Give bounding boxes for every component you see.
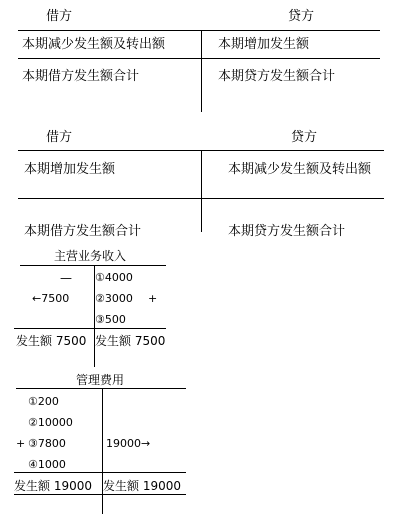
- right-row-1: 本期增加发生额: [218, 37, 310, 52]
- row-rule: [18, 198, 384, 199]
- left-entry: ←7500: [32, 292, 70, 305]
- right-total: 发生额 7500: [95, 334, 166, 348]
- left-row-2: 本期借方发生额合计: [24, 224, 142, 239]
- title-rule: [16, 388, 186, 389]
- right-row-1: 本期减少发生额及转出额: [228, 162, 372, 177]
- right-row-2: 本期贷方发生额合计: [228, 224, 346, 239]
- right-entry: 19000→: [106, 437, 151, 450]
- credit-header: 贷方: [291, 130, 318, 145]
- debit-header: 借方: [46, 9, 73, 24]
- entry-3: ③500: [95, 313, 126, 326]
- plus-sign: +: [16, 437, 26, 450]
- row-rule: [18, 58, 380, 59]
- center-rule: [102, 388, 103, 514]
- plus-sign: +: [148, 292, 158, 305]
- left-total: 发生额 19000: [14, 479, 92, 493]
- left-row-1: 本期减少发生额及转出额: [22, 37, 166, 52]
- entry-1: ①4000: [95, 271, 133, 284]
- center-rule: [201, 30, 202, 112]
- title-rule: [20, 265, 166, 266]
- left-row-2: 本期借方发生额合计: [22, 69, 140, 84]
- account-title: 主营业务收入: [54, 249, 127, 263]
- left-row-1: 本期增加发生额: [24, 162, 116, 177]
- left-dash: —: [60, 271, 72, 285]
- debit-header: 借方: [46, 130, 73, 145]
- bottom-rule: [14, 494, 186, 495]
- left-total: 发生额 7500: [16, 334, 87, 348]
- account-title: 管理费用: [76, 373, 125, 387]
- entry-1: ①200: [28, 395, 59, 408]
- entry-4: ④1000: [28, 458, 66, 471]
- entry-2: ②3000: [95, 292, 133, 305]
- total-rule: [14, 472, 186, 473]
- entry-2: ②10000: [28, 416, 73, 429]
- right-total: 发生额 19000: [103, 479, 181, 493]
- entry-3: ③7800: [28, 437, 66, 450]
- center-rule: [201, 150, 202, 232]
- right-row-2: 本期贷方发生额合计: [218, 69, 336, 84]
- total-rule: [14, 328, 166, 329]
- header-rule: [18, 30, 380, 31]
- credit-header: 贷方: [288, 9, 315, 24]
